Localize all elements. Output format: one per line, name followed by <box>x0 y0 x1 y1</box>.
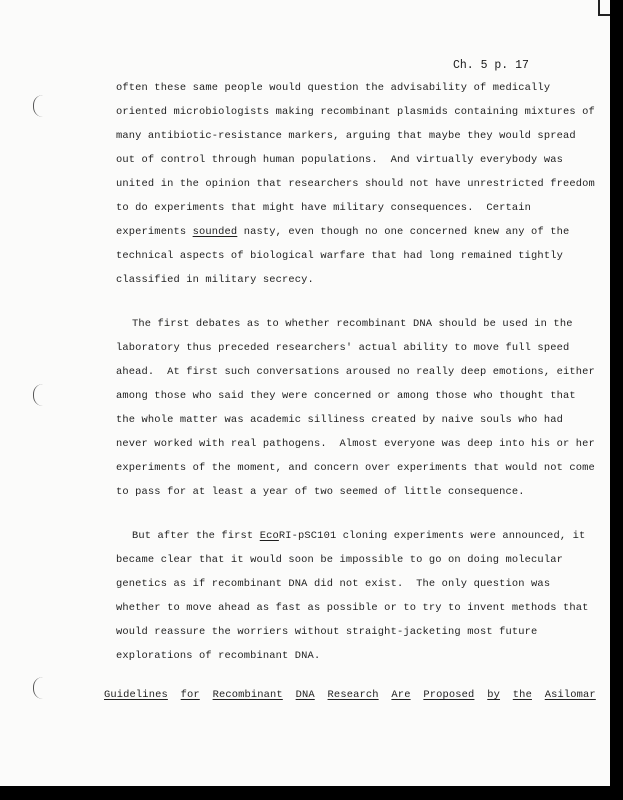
heading-word: Guidelines <box>104 689 168 701</box>
heading-word: Proposed <box>423 689 475 701</box>
heading-word: Recombinant <box>212 689 283 701</box>
text-line: out of control through human populations. And virtually everybody was <box>116 154 563 166</box>
section-heading <box>104 689 596 701</box>
text-line: would reassure the worriers without straight-jacketing most future <box>116 626 538 638</box>
punch-hole-mark <box>33 95 43 117</box>
text-line: among those who said they were concerned or among those who thought that <box>116 390 576 402</box>
text-line: oriented microbiologists making recombinant plasmids containing mixtures of <box>116 106 595 118</box>
text-line: became clear that it would soon be impossible to go on doing molecular <box>116 554 563 566</box>
text-line: ahead. At first such conversations aroused no really deep emotions, either <box>116 366 595 378</box>
punch-hole-mark <box>33 677 43 699</box>
text-line: genetics as if recombinant DNA did not exist. The only question was <box>116 578 551 590</box>
text-line: whether to move ahead as fast as possible or to try to invent methods that <box>116 602 589 614</box>
underlined-word: Eco <box>259 530 279 542</box>
scan-border-right <box>610 0 623 800</box>
text-line: united in the opinion that researchers should not have unrestricted freedom <box>116 178 595 190</box>
page-corner-mark <box>598 0 610 16</box>
heading-word: Research <box>327 689 379 701</box>
text-line: to pass for at least a year of two seemed of little consequence. <box>116 486 525 498</box>
heading-word: by <box>487 689 501 701</box>
heading-word: DNA <box>295 689 315 701</box>
text-line: never worked with real pathogens. Almost everyone was deep into his or her <box>116 438 595 450</box>
text-line: to do experiments that might have military consequences. Certain <box>116 202 532 214</box>
text-line: explorations of recombinant DNA. <box>116 650 321 662</box>
text-line: technical aspects of biological warfare that had long remained tightly <box>116 250 563 262</box>
text-segment: But after the first <box>132 530 260 542</box>
text-segment: RI-pSC101 cloning experiments were announced, it <box>278 530 586 542</box>
text-line: classified in military secrecy. <box>116 274 314 286</box>
text-line: many antibiotic-resistance markers, arguing that maybe they would spread <box>116 130 576 142</box>
heading-word: Asilomar <box>544 689 596 701</box>
text-segment: experiments <box>116 226 193 238</box>
underlined-word: sounded <box>192 226 238 238</box>
punch-hole-mark <box>33 384 43 406</box>
text-segment: nasty, even though no one concerned knew any of the <box>237 226 570 238</box>
page-reference: Ch. 5 p. 17 <box>453 59 529 72</box>
text-line: experiments of the moment, and concern over experiments that would not come <box>116 462 595 474</box>
heading-word: the <box>512 689 532 701</box>
text-line: laboratory thus preceded researchers' actual ability to move full speed <box>116 342 570 354</box>
text-line: The first debates as to whether recombinant DNA should be used in the <box>132 318 573 330</box>
text-line: often these same people would question the advisability of medically <box>116 82 551 94</box>
heading-word: Are <box>391 689 411 701</box>
heading-word: for <box>180 689 200 701</box>
text-line <box>116 226 569 238</box>
text-line <box>132 530 585 542</box>
text-line: the whole matter was academic silliness created by naive souls who had <box>116 414 563 426</box>
scan-border-bottom <box>0 786 623 800</box>
